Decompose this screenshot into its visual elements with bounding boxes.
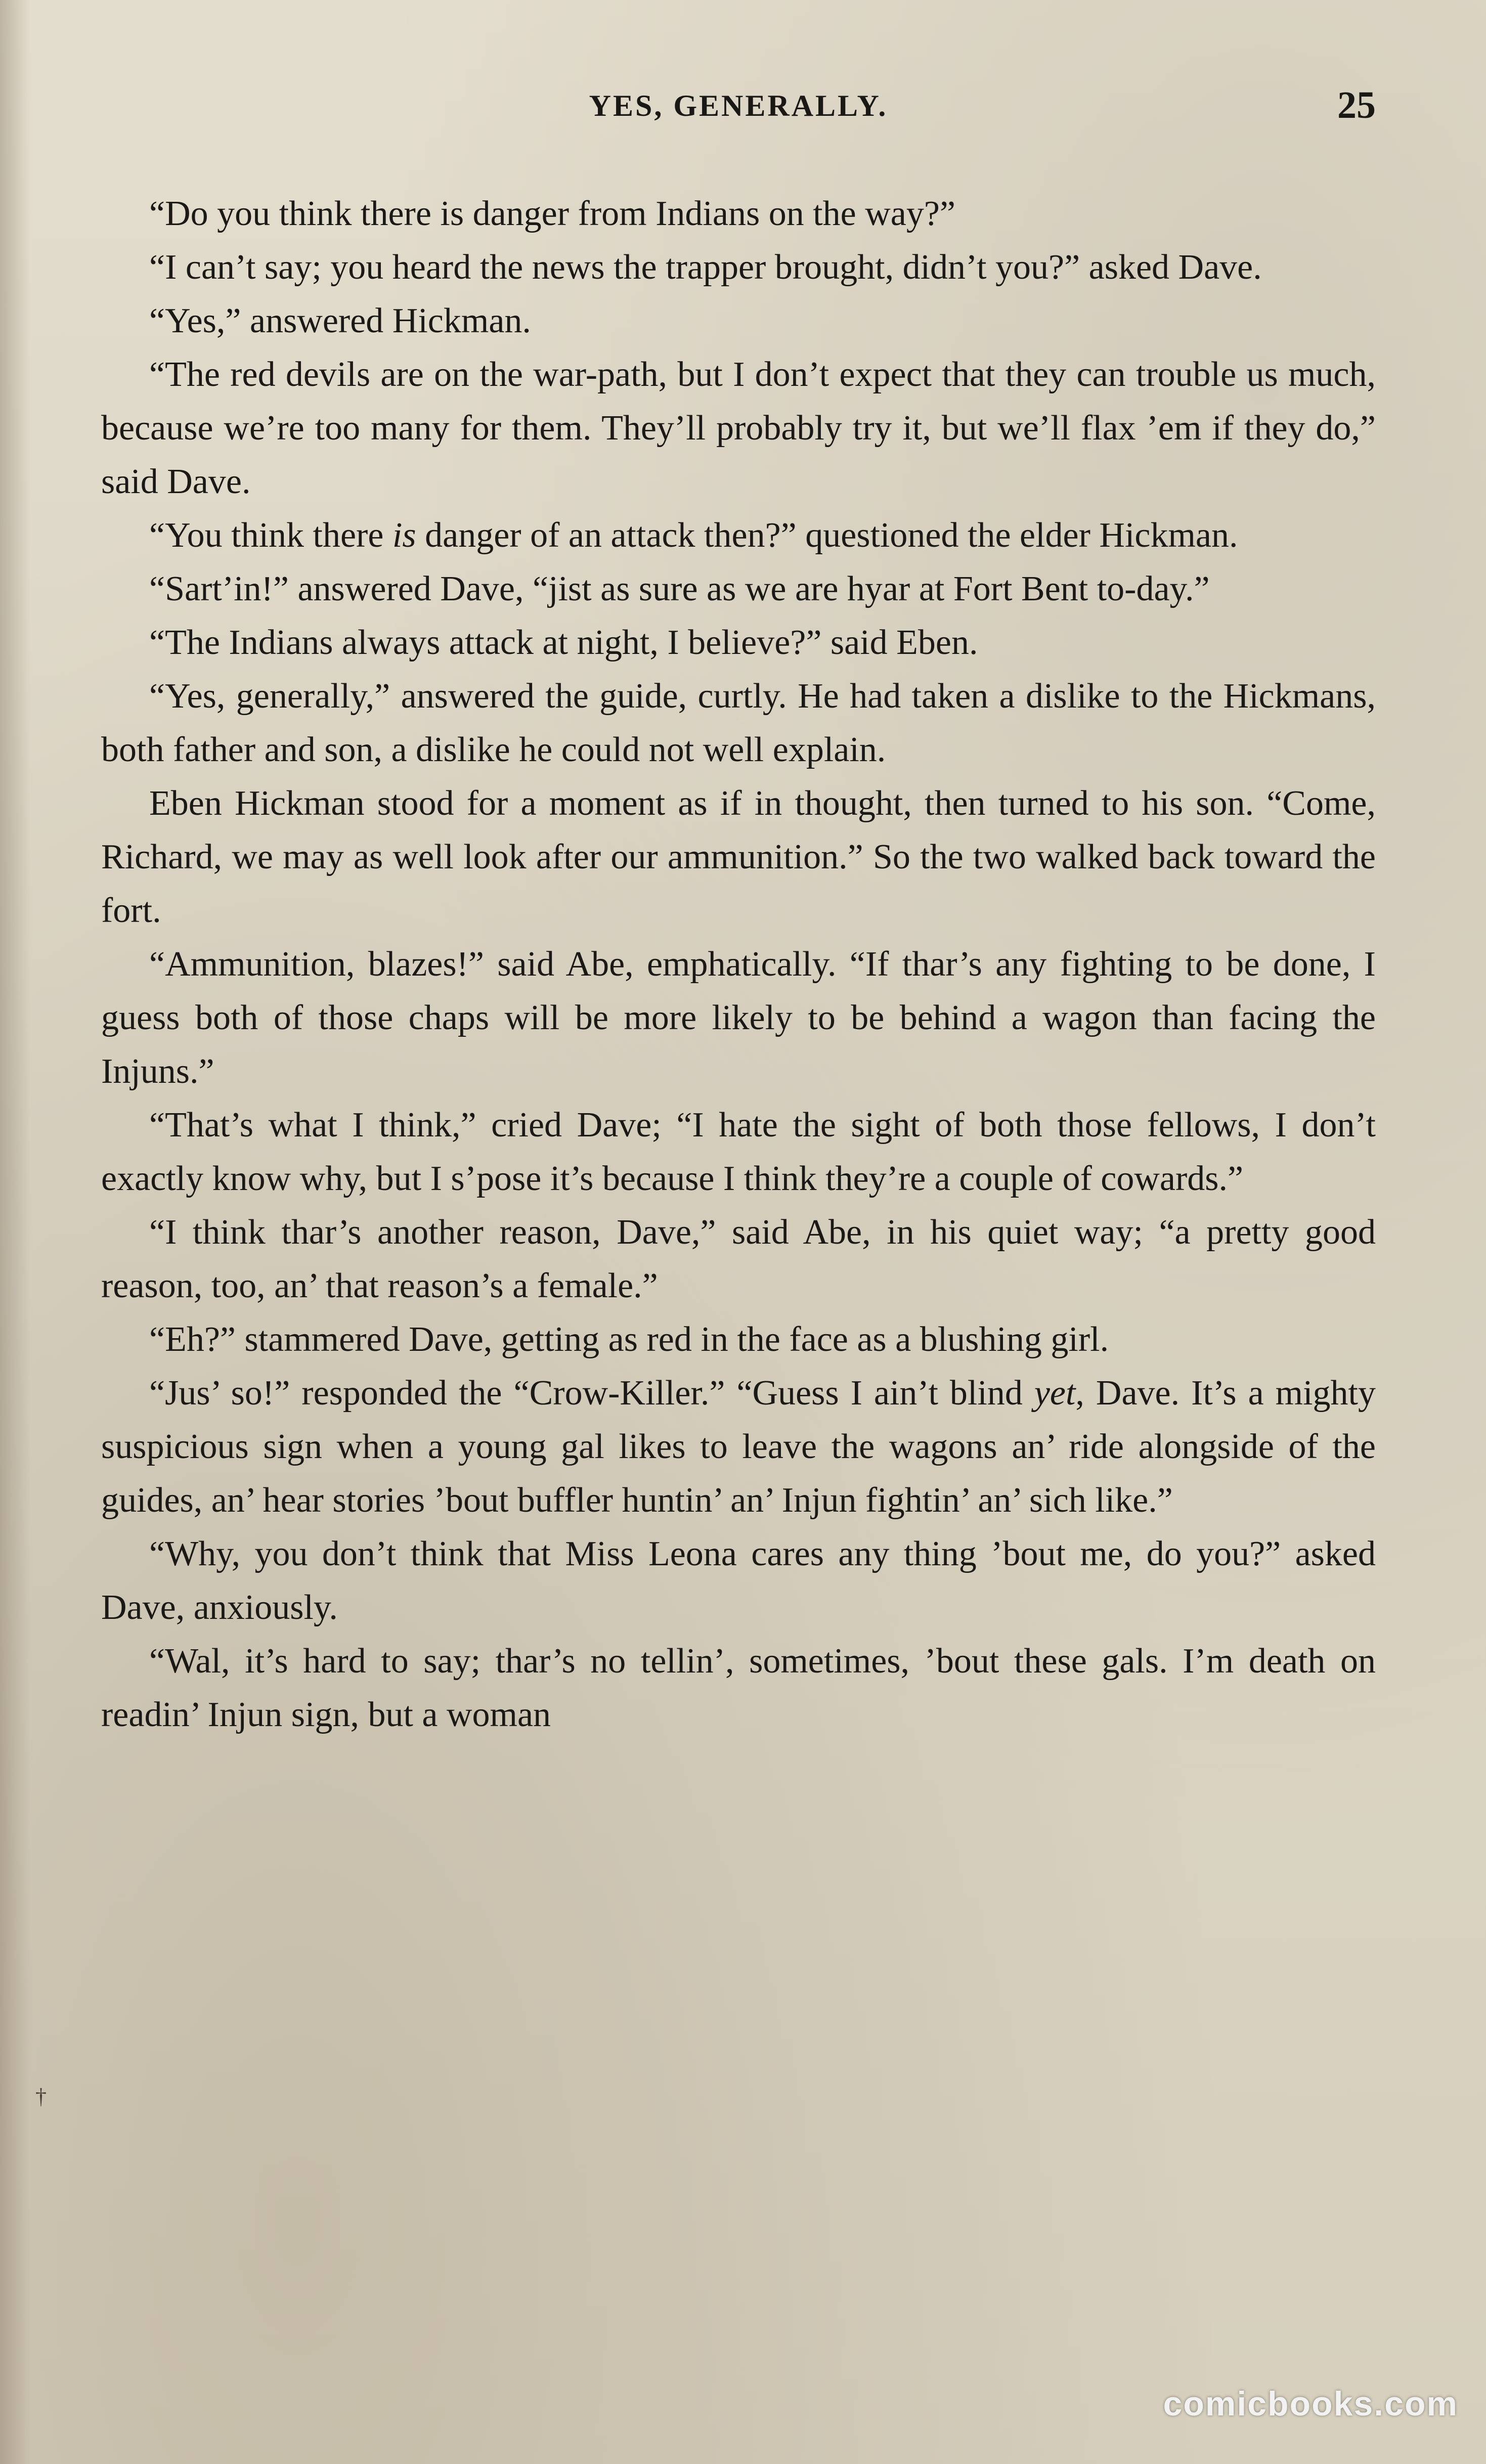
- paragraph: “You think there is danger of an attack then?” questioned the elder Hickman.: [149, 516, 1238, 555]
- paragraph: “Yes,” answered Hickman.: [149, 301, 531, 340]
- margin-mark: †: [35, 2084, 47, 2109]
- paragraph: “Why, you don’t think that Miss Leona cares any thing ’bout me, do you?” asked Dave, anxiously.: [101, 1534, 1376, 1627]
- running-head: YES, GENERALLY.: [589, 89, 888, 122]
- paragraph: “Wal, it’s hard to say; thar’s no tellin’, sometimes, ’bout these gals. I’m death on readin’ Injun sign, but a woman: [101, 1642, 1376, 1734]
- paragraph: Eben Hickman stood for a moment as if in thought, then turned to his son. “Come, Richard, we may as well look after our ammunition.” So the two walked back toward the fort.: [101, 784, 1376, 930]
- page-header: [101, 83, 1376, 144]
- paragraph: “Jus’ so!” responded the “Crow-Killer.” “Guess I ain’t blind yet, Dave. It’s a mighty suspicious sign when a young gal likes to leave the wagons an’ ride alongside of the guides, an’ hear stories ’bout buffler huntin’ an’ Injun fightin’ an’ sich like.”: [101, 1374, 1376, 1520]
- body-text: [101, 187, 1376, 1742]
- emphasis: is: [392, 516, 416, 555]
- emphasis: yet: [1034, 1374, 1076, 1413]
- paragraph: “The red devils are on the war-path, but I don’t expect that they can trouble us much, because we’re too many for them. They’ll probably try it, but we’ll flax ’em if they do,” said Dave.: [101, 355, 1376, 501]
- paragraph: “I think thar’s another reason, Dave,” said Abe, in his quiet way; “a pretty good reason, too, an’ that reason’s a female.”: [101, 1213, 1376, 1305]
- page-gutter-shadow: [0, 0, 30, 2464]
- page-number: 25: [1337, 84, 1376, 126]
- paragraph: “Do you think there is danger from Indians on the way?”: [149, 194, 955, 233]
- paragraph: “Sart’in!” answered Dave, “jist as sure as we are hyar at Fort Bent to-day.”: [149, 569, 1210, 608]
- watermark: comicbooks.com: [1163, 2385, 1458, 2423]
- paragraph: “The Indians always attack at night, I believe?” said Eben.: [149, 623, 978, 662]
- paragraph: “That’s what I think,” cried Dave; “I hate the sight of both those fellows, I don’t exactly know why, but I s’pose it’s because I think they’re a couple of cowards.”: [101, 1106, 1376, 1198]
- paragraph: “Yes, generally,” answered the guide, curtly. He had taken a dislike to the Hickmans, both father and son, a dislike he could not well explain.: [101, 677, 1376, 769]
- paragraph: “Eh?” stammered Dave, getting as red in the face as a blushing girl.: [149, 1320, 1109, 1359]
- paragraph: “Ammunition, blazes!” said Abe, emphatically. “If thar’s any fighting to be done, I guess both of those chaps will be more likely to be behind a wagon than facing the Injuns.”: [101, 945, 1376, 1091]
- paragraph: “I can’t say; you heard the news the trapper brought, didn’t you?” asked Dave.: [149, 248, 1262, 287]
